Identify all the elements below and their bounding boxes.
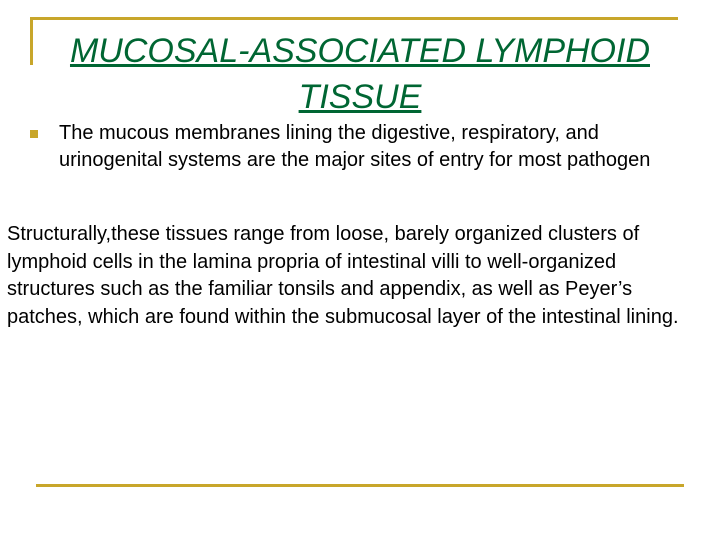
square-bullet-icon <box>30 130 38 138</box>
frame-left-line <box>30 17 33 65</box>
body-paragraph: Structurally,these tissues range from loose, barely organized clusters of lymphoid cells in the lamina propria of intestinal villi to well-organized structures such as the familiar tonsils and appendix, as well as Peyer’s patches, which are found within the submucosal layer of the intestinal lining. <box>7 223 679 328</box>
frame-top-line <box>30 17 678 20</box>
bullet-text: The mucous membranes lining the digestive, respiratory, and urinogenital systems are the major sites of entry for most pathogen <box>59 122 651 171</box>
frame-bottom-line <box>36 484 684 487</box>
slide-title: MUCOSAL-ASSOCIATED LYMPHOID TISSUE <box>69 32 650 116</box>
